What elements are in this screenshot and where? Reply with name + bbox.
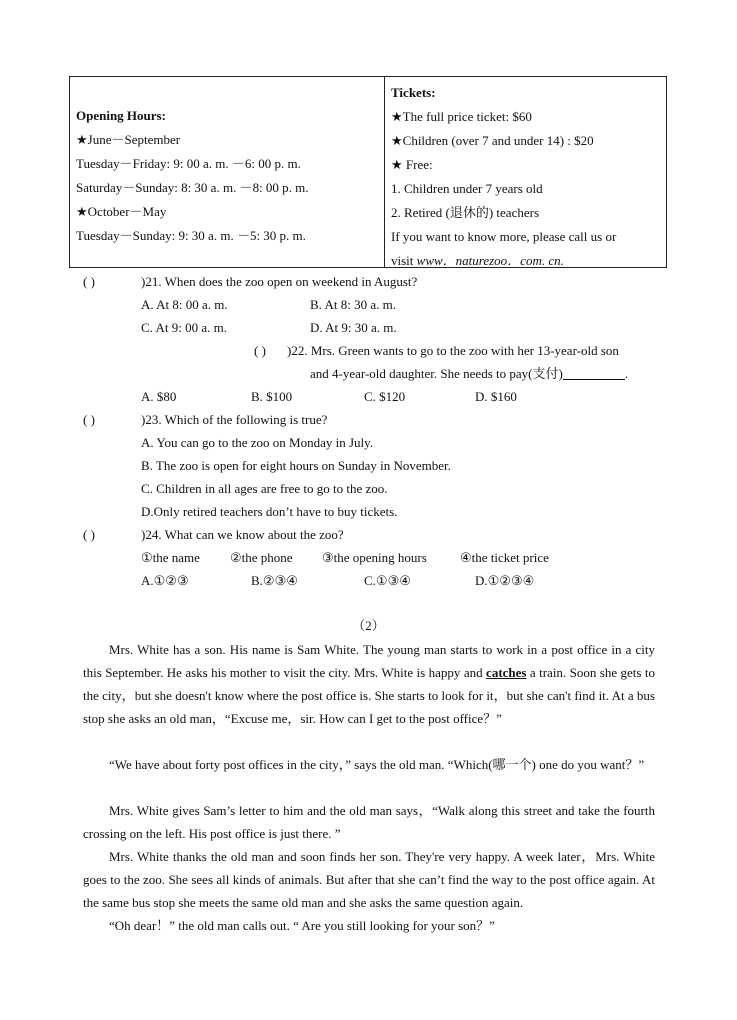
passage-paragraph-5 [83,914,655,937]
question-text-line1: )22. Mrs. Green wants to go to the zoo with her 13-year-old son [287,343,619,358]
option-a: A. At 8: 00 a. m. [141,297,228,312]
q24-items [0,548,737,594]
passage-paragraph-4 [83,845,655,914]
opening-hours-cell [70,77,385,267]
question-text: )23. Which of the following is true? [141,412,328,427]
option-c: C.①③④ [364,573,411,588]
passage-paragraph-2 [83,753,655,776]
answer-paren: ( ) [83,412,95,427]
option-b: B. $100 [251,389,293,404]
tickets-website-line [391,249,666,273]
tickets-line: ★ Free: [391,157,433,172]
question-22 [254,341,619,361]
question-24 [83,525,344,545]
opening-hours-line: Tuesday－Friday: 9: 00 a. m. －6: 00 p. m. [76,156,301,171]
paragraph-text: “We have about forty post offices in the city，” says the old man. “Which(哪一个) one do you want？” [109,757,645,772]
opening-hours-line: ★June－September [76,132,181,147]
question-text: )24. What can we know about the zoo? [141,527,344,542]
visit-prefix: visit [391,253,417,268]
zoo-website: www．naturezoo．com. cn. [416,253,564,268]
option-a: A. $80 [141,389,177,404]
option-d: D. $160 [475,389,517,404]
paragraph-text: a train. Soon she gets to the city，but she doesn't know where the post office is. She starts to look for it，but she can't find it. At a bus stop she asks an old man，“Excuse me，sir. How can I get to the post office？” [83,665,655,726]
passage-paragraph-3 [83,799,655,845]
tickets-title: Tickets: [391,85,436,100]
paragraph-text: Mrs. White gives Sam’s letter to him and the old man says，“Walk along this street and take the fourth crossing on the left. His post office is just there. ” [83,803,655,841]
question-21 [83,272,417,292]
q23-options [141,433,701,525]
question-text-line2: and 4-year-old daughter. She needs to pay(支付) [310,366,563,381]
paragraph-text: “Oh dear！” the old man calls out. “ Are you still looking for your son？” [109,918,495,933]
section-heading: （2） [352,618,385,633]
zoo-info-table [69,76,667,268]
option-c: C. $120 [364,389,406,404]
question-22-line2 [310,364,628,384]
option-b: B. The zoo is open for eight hours on Sunday in November. [141,458,451,473]
option-d: D. At 9: 30 a. m. [310,320,397,335]
opening-hours-line: ★October－May [76,204,167,219]
option-a: A. You can go to the zoo on Monday in July. [141,435,374,450]
paragraph-text: Mrs. White thanks the old man and soon finds her son. They're very happy. A week later，Mrs. White goes to the zoo. She sees all kinds of animals. But after that she can’t find the way to the post office again. At the same bus stop she meets the same old man and she asks the same question again. [83,849,655,910]
opening-hours-line: Saturday－Sunday: 8: 30 a. m. －8: 00 p. m. [76,180,309,195]
tickets-line: ★The full price ticket: $60 [391,109,532,124]
tickets-cell [385,77,666,267]
option-a: A.①②③ [141,573,189,588]
answer-blank[interactable] [563,365,625,380]
opening-hours-title: Opening Hours: [76,108,166,123]
opening-hours-line: Tuesday－Sunday: 9: 30 a. m. －5: 30 p. m. [76,228,306,243]
option-b: B. At 8: 30 a. m. [310,297,396,312]
tickets-line: ★Children (over 7 and under 14) : $20 [391,133,594,148]
item-4: ④the ticket price [460,550,549,565]
option-c: C. Children in all ages are free to go to the zoo. [141,481,388,496]
answer-paren: ( ) [83,274,95,289]
emphasized-word: catches [486,665,527,680]
question-23 [83,410,327,430]
option-b: B.②③④ [251,573,298,588]
paragraph-text: Mrs. White has a son. His name is Sam White. The young man starts to work in a post office in a city this September. He asks his mother to visit the city. Mrs. White is happy and [83,642,655,680]
tickets-line: 1. Children under 7 years old [391,181,543,196]
item-3: ③the opening hours [322,550,427,565]
question-period: . [624,366,629,381]
item-1: ①the name [141,550,200,565]
question-text: )21. When does the zoo open on weekend in August? [141,274,418,289]
q22-options [0,387,737,409]
option-c: C. At 9: 00 a. m. [141,320,227,335]
tickets-line: 2. Retired (退休的) teachers [391,205,540,220]
q21-options [0,295,737,341]
answer-paren: ( ) [83,527,95,542]
item-2: ②the phone [230,550,293,565]
option-d: D.①②③④ [475,573,535,588]
answer-paren: ( ) [254,343,266,358]
option-d: D.Only retired teachers don’t have to buy tickets. [141,504,398,519]
passage-paragraph-1 [83,638,655,730]
tickets-line: If you want to know more, please call us or [391,229,617,244]
